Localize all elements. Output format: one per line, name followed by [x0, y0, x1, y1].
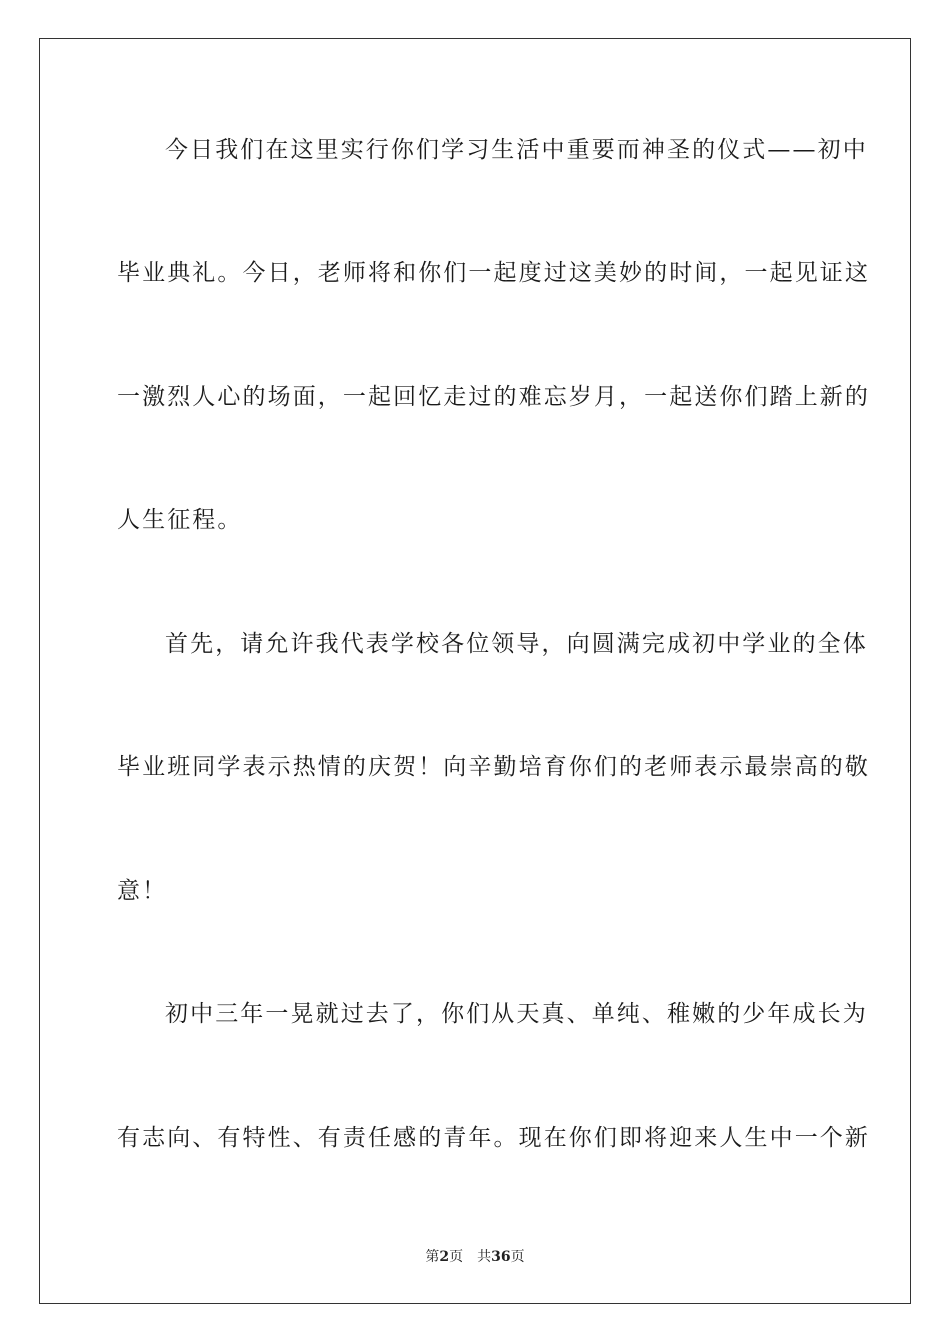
page-suffix: 页	[449, 1249, 464, 1265]
paragraph-line: 今日我们在这里实行你们学习生活中重要而神圣的仪式——初中	[165, 137, 868, 163]
total-pages: 36	[491, 1249, 511, 1265]
page-prefix: 第	[425, 1249, 440, 1265]
page-footer	[0, 1247, 950, 1267]
paragraph-line: 意！	[117, 878, 168, 904]
paragraph-line: 人生征程。	[117, 507, 243, 533]
total-prefix: 共	[477, 1249, 492, 1265]
paragraph-line: 首先，请允许我代表学校各位领导，向圆满完成初中学业的全体	[165, 631, 868, 657]
paragraph-line: 毕业班同学表示热情的庆贺！向辛勤培育你们的老师表示最崇高的敬	[117, 754, 870, 780]
paragraph-line: 有志向、有特性、有责任感的青年。现在你们即将迎来人生中一个新	[117, 1125, 870, 1151]
paragraph-line: 毕业典礼。今日，老师将和你们一起度过这美妙的时间，一起见证这	[117, 260, 870, 286]
total-suffix: 页	[510, 1249, 525, 1265]
page-border	[39, 38, 911, 1304]
paragraph-line: 一激烈人心的场面，一起回忆走过的难忘岁月，一起送你们踏上新的	[117, 384, 870, 410]
paragraph-line: 初中三年一晃就过去了，你们从天真、单纯、稚嫩的少年成长为	[165, 1001, 868, 1027]
page-number: 2	[439, 1249, 450, 1265]
